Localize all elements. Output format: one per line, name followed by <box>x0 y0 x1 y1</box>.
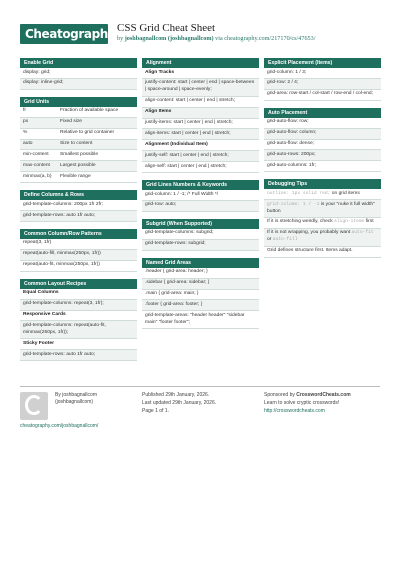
row-text: .sidebar { grid-area: sidebar; } <box>145 280 210 286</box>
row-text: Equal Columns <box>23 290 59 296</box>
row-text: align-content: start | center | end | stretch; <box>145 98 235 104</box>
row-text: repeat(auto-fit, minmax(250px, 1fr)) <box>23 262 100 268</box>
published-date: Published 29th January, 2026. <box>142 392 210 398</box>
sponsor-prefix: Sponsored by <box>264 392 295 398</box>
unit-name: max-content <box>23 162 50 168</box>
row-text: justify-content: start | center | end | space-between | space-around | space-evenly; <box>145 80 255 93</box>
table-row <box>142 162 259 173</box>
table-row <box>264 118 381 129</box>
profile-link[interactable]: cheatography.com/joshbagnallcom/ <box>20 423 99 429</box>
table-row <box>264 140 381 151</box>
table-row <box>20 350 137 361</box>
row-text: grid-area: row-start / col-start / row-end / col-end; <box>267 91 373 97</box>
table-row <box>264 90 381 101</box>
row-text: or <box>267 237 273 243</box>
unit-description: Smallest possible <box>60 151 99 157</box>
row-text: grid-template-areas: "header header" "sidebar main" "footer footer"; <box>145 312 245 325</box>
section-heading: Grid Lines Numbers & Keywords <box>142 180 259 190</box>
section-heading: Subgrid (When Supported) <box>142 219 259 229</box>
cheatography-logo[interactable]: Cheatography <box>20 24 108 44</box>
table-row <box>142 311 259 329</box>
unit-name: px <box>23 119 29 125</box>
table-row <box>264 189 381 200</box>
author-handle: (joshbagnallcom) <box>55 399 94 405</box>
row-text: display: grid; <box>23 69 51 75</box>
unit-name: fr <box>23 108 26 114</box>
table-row <box>264 79 381 90</box>
table-row <box>142 190 259 201</box>
row-text: Grid defines structure first. Items adapt. <box>267 248 353 254</box>
section-debugging-tips <box>264 179 381 257</box>
table-row <box>20 321 137 339</box>
row-text: grid-row: 2 / 4; <box>267 80 299 86</box>
row-text: grid-template-columns: subgrid; <box>145 230 214 236</box>
table-row <box>20 261 137 272</box>
section-grid-units <box>20 97 137 183</box>
row-text: Responsive Cards <box>23 312 66 317</box>
section-heading: Named Grid Areas <box>142 258 259 268</box>
author-label: By <box>55 392 61 398</box>
avatar-c-icon <box>25 395 43 415</box>
unit-description: Largest possible <box>60 162 96 168</box>
subtitle-by: by <box>117 35 124 42</box>
table-row <box>142 290 259 301</box>
column-2 <box>142 58 259 336</box>
row-text: repeat(auto-fill, minmax(250px, 1fr)) <box>23 251 101 257</box>
row-text: grid-auto-columns: 1fr; <box>267 162 316 168</box>
table-row <box>20 107 137 118</box>
subheading <box>142 68 259 79</box>
updated-date: Last updated 29th January, 2026. <box>142 400 217 406</box>
row-text: Align Items <box>145 109 172 115</box>
table-row <box>20 250 137 261</box>
table-row <box>142 201 259 212</box>
table-row <box>20 239 137 250</box>
section-grid-lines-numbers-keywords <box>142 180 259 212</box>
row-text: grid-template-columns: repeat(3, 1fr); <box>23 301 104 307</box>
row-text: grid-row: auto; <box>145 202 177 208</box>
author-name[interactable]: joshbagnallcom <box>62 392 97 398</box>
column-1 <box>20 58 137 368</box>
inline-code: auto-fit <box>351 230 374 236</box>
row-text: grid-auto-flow: row; <box>267 119 309 125</box>
section-heading: Define Columns & Rows <box>20 190 137 200</box>
row-text: grid-auto-flow: column; <box>267 130 317 136</box>
section-heading: Enable Grid <box>20 58 137 68</box>
row-text: align-self: start | center | end | stretch; <box>145 163 227 169</box>
row-text: .main { grid-area: main; } <box>145 291 199 296</box>
table-row <box>142 240 259 251</box>
table-row <box>142 151 259 162</box>
section-heading: Alignment <box>142 58 259 68</box>
table-row <box>20 300 137 311</box>
sponsor-line: Learn to solve cryptic crosswords! <box>264 400 340 406</box>
unit-description: Size to content <box>60 141 93 147</box>
table-row <box>264 161 381 172</box>
unit-name: % <box>23 130 28 136</box>
footer-divider <box>20 386 380 387</box>
table-row <box>142 119 259 130</box>
table-row <box>264 68 381 79</box>
inline-code: align-items <box>334 219 365 225</box>
unit-description: Flexible range <box>60 173 91 179</box>
subheading <box>20 339 137 350</box>
subheading <box>142 108 259 119</box>
section-heading: Explicit Placement (Items) <box>264 58 381 68</box>
row-text: grid-template-rows: auto 1fr auto; <box>23 212 96 218</box>
table-row <box>142 129 259 140</box>
page-subtitle <box>117 35 315 42</box>
table-row <box>20 161 137 172</box>
row-text: repeat(3, 1fr) <box>23 240 52 246</box>
table-row <box>20 172 137 183</box>
row-text: .header { grid-area: header; } <box>145 269 208 275</box>
page-count: Page 1 of 1. <box>142 408 169 414</box>
row-text: grid-column: 1 / 3; <box>267 69 307 75</box>
section-heading: Auto Placement <box>264 108 381 118</box>
unit-name: min-content <box>23 151 49 157</box>
section-heading: Grid Units <box>20 97 137 107</box>
author-info <box>55 392 97 406</box>
row-text: grid-template-columns: 200px 1fr 2fr; <box>23 201 103 207</box>
subheading <box>20 311 137 322</box>
table-row <box>20 140 137 151</box>
table-row <box>142 229 259 240</box>
section-heading: Debugging Tips <box>264 179 381 189</box>
row-text: display: inline-grid; <box>23 80 64 86</box>
inline-code: outline: 1px solid red; <box>267 190 331 196</box>
table-row <box>264 129 381 140</box>
section-named-grid-areas <box>142 258 259 329</box>
column-3 <box>264 58 381 265</box>
row-text: If it is not wrapping, you probably want <box>267 230 352 236</box>
row-text: Align Tracks <box>145 69 175 75</box>
section-explicit-placement-items <box>264 58 381 101</box>
row-text: grid-auto-rows: 200px; <box>267 151 316 157</box>
row-text: justify-self: start | center | end | stretch; <box>145 152 229 158</box>
section-enable-grid <box>20 58 137 90</box>
section-heading: Common Layout Recipes <box>20 279 137 289</box>
row-text: If it is stretching weirdly, check <box>267 219 335 225</box>
row-text: Sticky Footer <box>23 340 54 346</box>
section-define-columns-rows <box>20 190 137 222</box>
subtitle-author[interactable]: joshbagnallcom (joshbagnallcom) <box>124 35 214 42</box>
row-text: grid-auto-flow: dense; <box>267 141 315 147</box>
table-row <box>20 211 137 222</box>
row-text: .footer { grid-area: footer; } <box>145 301 203 307</box>
row-text: grid-template-rows: subgrid; <box>145 241 206 247</box>
table-row <box>142 79 259 97</box>
table-row <box>20 68 137 79</box>
page-header <box>0 0 400 52</box>
row-text: grid-template-columns: repeat(auto-fit, minmax(250px, 1fr)); <box>23 322 106 335</box>
sponsor-name[interactable]: CrosswordCheats.com <box>296 392 351 398</box>
row-text: on grid items <box>330 190 360 196</box>
section-auto-placement <box>264 108 381 173</box>
row-text: grid-template-rows: auto 1fr auto; <box>23 351 96 357</box>
table-row <box>264 247 381 258</box>
unit-description: Relative to grid container <box>60 130 115 136</box>
section-heading: Common Column/Row Patterns <box>20 229 137 239</box>
section-common-layout-recipes <box>20 279 137 361</box>
table-row <box>20 150 137 161</box>
table-row <box>142 268 259 279</box>
row-text: grid-column: 1 / -1; /* Full Width */ <box>145 191 219 197</box>
unit-description: Fraction of available space <box>60 108 119 114</box>
inline-code: auto-fill <box>272 237 298 243</box>
table-row <box>20 200 137 211</box>
sponsor-info <box>264 391 351 415</box>
table-row <box>20 118 137 129</box>
table-row <box>264 200 381 218</box>
table-row <box>264 229 381 247</box>
unit-name: minmax(a, b) <box>23 173 52 179</box>
row-text: align-items: start | center | end | stretch; <box>145 130 231 136</box>
table-row <box>142 300 259 311</box>
unit-description: Fixed size <box>60 119 83 125</box>
table-row <box>142 97 259 108</box>
sponsor-link[interactable]: http://crosswordcheats.com <box>264 408 325 414</box>
table-row <box>264 218 381 229</box>
publish-info <box>142 391 216 415</box>
page-title: CSS Grid Cheat Sheet <box>117 22 216 34</box>
table-row <box>20 129 137 140</box>
section-subgrid-when-supported <box>142 219 259 251</box>
section-alignment <box>142 58 259 173</box>
row-text: first <box>364 219 374 225</box>
row-text: is your "nuke it full width" button <box>267 201 375 214</box>
table-row <box>264 150 381 161</box>
table-row <box>20 79 137 90</box>
subheading <box>142 140 259 151</box>
unit-name: auto <box>23 141 33 147</box>
row-text: Alignment (Individual Item) <box>145 141 208 147</box>
subtitle-via[interactable]: via cheatography.com/217170/cs/47653/ <box>215 35 316 42</box>
subheading <box>20 289 137 300</box>
table-row <box>142 279 259 290</box>
section-common-column-row-patterns <box>20 229 137 272</box>
author-avatar[interactable] <box>20 392 48 420</box>
inline-code: grid-column: 1 / -1 <box>267 201 320 207</box>
row-text: justify-items: start | center | end | stretch; <box>145 120 233 126</box>
